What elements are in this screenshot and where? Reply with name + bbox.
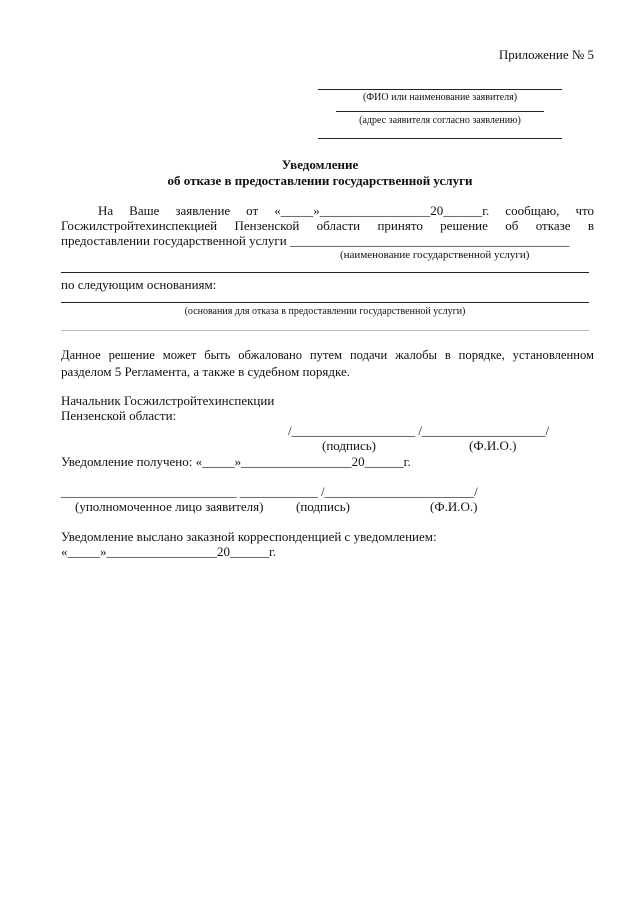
grounds-caption: (основания для отказа в предоставлении государственной услуги) xyxy=(184,306,466,317)
received-fio-caption: (Ф.И.О.) xyxy=(430,499,478,514)
received-sign-lines: ___________________________ ____________ /_______________________/ xyxy=(61,484,478,499)
representative-caption: (уполномоченное лицо заявителя) xyxy=(75,499,264,514)
sent-date: «_____»_________________20______г. xyxy=(61,544,277,559)
sent-label: Уведомление выслано заказной корреспонденцией с уведомлением: xyxy=(61,529,437,544)
received-label: Уведомление получено: «_____»_________________20______г. xyxy=(61,454,411,469)
applicant-name-line xyxy=(318,89,562,90)
fio-caption: (Ф.И.О.) xyxy=(469,438,517,453)
grounds-line xyxy=(61,302,589,303)
applicant-address-caption: (адрес заявителя согласно заявлению) xyxy=(359,115,521,126)
signature-line: /___________________ /___________________/ xyxy=(288,423,550,438)
applicant-address-line-2 xyxy=(318,138,562,139)
document-title: Уведомление xyxy=(281,157,359,172)
appeal-line-2: разделом 5 Регламента, а также в судебном порядке. xyxy=(61,364,351,379)
body-line-3: предоставлении государственной услуги ___________________________________________ xyxy=(61,233,570,248)
service-caption: (наименование государственной услуги) xyxy=(340,249,530,261)
body-line-2: Госжилстройтехинспекцией Пензенской области принято решение об отказе в xyxy=(61,218,594,233)
position-title: Начальник Госжилстройтехинспекции xyxy=(61,393,275,408)
grounds-label: по следующим основаниям: xyxy=(61,277,217,292)
signature-caption: (подпись) xyxy=(322,438,376,453)
service-continuation-line xyxy=(61,272,589,273)
received-signature-caption: (подпись) xyxy=(296,499,350,514)
applicant-address-line xyxy=(336,111,544,112)
document-subtitle: об отказе в предоставлении государственной услуги xyxy=(167,173,473,188)
position-organization: Пензенской области: xyxy=(61,408,177,423)
grounds-line-2 xyxy=(61,330,589,331)
appendix-label: Приложение № 5 xyxy=(498,47,594,62)
body-line-1: На Ваше заявление от «_____»_________________20______г. сообщаю, что xyxy=(98,203,594,218)
appeal-line-1: Данное решение может быть обжаловано путем подачи жалобы в порядке, установленном xyxy=(61,348,594,362)
applicant-name-caption: (ФИО или наименование заявителя) xyxy=(362,92,518,103)
